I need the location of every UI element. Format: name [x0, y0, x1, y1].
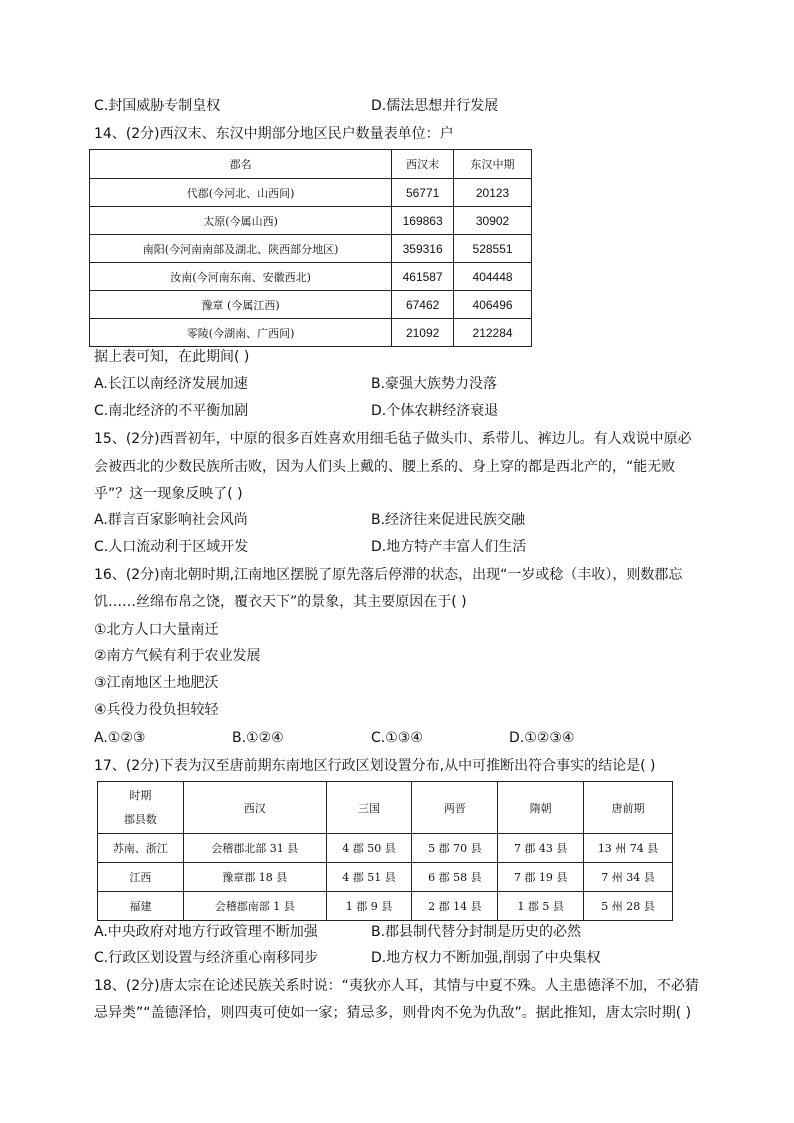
q14-option-d[interactable]: D.个体农耕经济衰退: [371, 403, 499, 419]
q17-cell: 7 郡 19 县: [498, 863, 584, 892]
q15-stem-line3: 乎”？这一现象反映了( ): [94, 486, 243, 502]
q17-cell: 13 州 74 县: [584, 834, 673, 863]
q17-cell: 福建: [98, 892, 184, 921]
q14-cell: 359316: [392, 235, 454, 263]
q17-cell: 5 郡 70 县: [412, 834, 498, 863]
q17-corner-top: 时期: [129, 788, 152, 802]
q16-option-d[interactable]: D.①②③④: [509, 730, 575, 746]
table-row: [98, 863, 673, 892]
table-row: [98, 892, 673, 921]
q14-cell: 528551: [454, 235, 532, 263]
q14-cell: 南阳(今河南南部及湖北、陕西部分地区): [90, 235, 392, 263]
q14-cell: 代郡(今河北、山西间): [90, 179, 392, 207]
q16-item: ①北方人口大量南迁: [94, 622, 219, 638]
q17-cell: 2 郡 14 县: [412, 892, 498, 921]
q15-option-b[interactable]: B.经济往来促进民族交融: [371, 512, 526, 528]
table-row: [98, 834, 673, 863]
q16-stem-line1: 16、(2分)南北朝时期,江南地区摆脱了原先落后停滞的状态，出现“一岁或稔（丰收），则数郡忘: [94, 567, 683, 583]
q14-cell: 212284: [454, 319, 532, 347]
q14-question: 据上表可知，在此期间( ): [94, 349, 250, 365]
q17-cell: 会稽郡北部 31 县: [183, 834, 326, 863]
q15-option-c[interactable]: C.人口流动利于区域开发: [94, 539, 249, 555]
q14-stem: 14、(2分)西汉末、东汉中期部分地区民户数量表单位：户: [94, 126, 454, 142]
q17-header-cell: 唐前期: [584, 782, 673, 834]
q14-option-c[interactable]: C.南北经济的不平衡加剧: [94, 403, 249, 419]
q17-header-cell: 隋朝: [498, 782, 584, 834]
table-row: [90, 235, 532, 263]
table-row: [90, 207, 532, 235]
q17-cell: 江西: [98, 863, 184, 892]
q17-option-c[interactable]: C.行政区划设置与经济重心南移同步: [94, 950, 319, 966]
q14-cell: 零陵(今湖南、广西间): [90, 319, 392, 347]
q14-cell: 太原(今属山西): [90, 207, 392, 235]
q14-option-a[interactable]: A.长江以南经济发展加速: [94, 376, 248, 392]
q17-header-cell: 西汉: [183, 782, 326, 834]
q16-item: ③江南地区土地肥沃: [94, 675, 219, 691]
q15-stem-line1: 15、(2分)西晋初年，中原的很多百姓喜欢用细毛毡子做头巾、系带儿、裤边儿。有人戏说中原必: [94, 431, 692, 447]
q17-cell: 4 郡 50 县: [326, 834, 412, 863]
q18-stem-line2: 忌异类”“盖德泽恰，则四夷可使如一家；猜忌多，则骨肉不免为仇敌”。据此推知，唐太宗时期( ): [94, 1005, 692, 1021]
q14-cell: 404448: [454, 263, 532, 291]
q15-stem-line2: 会被西北的少数民族所击败，因为人们头上戴的、腰上系的、身上穿的都是西北产的，“能无败: [94, 459, 676, 475]
q14-cell: 21092: [392, 319, 454, 347]
q17-option-d[interactable]: D.地方权力不断加强,削弱了中央集权: [371, 950, 601, 966]
q17-corner-bottom: 郡县数: [123, 812, 157, 826]
q14-cell: 67462: [392, 291, 454, 319]
q14-cell: 406496: [454, 291, 532, 319]
q13-option-c[interactable]: C.封国威胁专制皇权: [94, 98, 221, 114]
q17-cell: 7 州 34 县: [584, 863, 673, 892]
q17-option-a[interactable]: A.中央政府对地方行政管理不断加强: [94, 924, 318, 940]
q16-option-a[interactable]: A.①②③: [94, 730, 146, 746]
q17-cell: 5 州 28 县: [584, 892, 673, 921]
q16-option-b[interactable]: B.①②④: [232, 730, 284, 746]
q14-cell: 461587: [392, 263, 454, 291]
q15-option-d[interactable]: D.地方特产丰富人们生活: [371, 539, 527, 555]
q14-option-b[interactable]: B.豪强大族势力没落: [371, 376, 498, 392]
q14-cell: 30902: [454, 207, 532, 235]
q13-option-d[interactable]: D.儒法思想并行发展: [371, 98, 499, 114]
q14-header-cell: 西汉末: [392, 150, 454, 179]
table-row: [90, 291, 532, 319]
q16-option-c[interactable]: C.①③④: [371, 730, 423, 746]
q17-cell: 1 郡 9 县: [326, 892, 412, 921]
q14-header-cell: 郡名: [90, 150, 392, 179]
q18-stem-line1: 18、(2分)唐太宗在论述民族关系时说：“夷狄亦人耳，其情与中夏不殊。人主患德泽不加，不必猜: [94, 978, 699, 994]
q17-stem: 17、(2分)下表为汉至唐前期东南地区行政区划设置分布,从中可推断出符合事实的结论是( ): [94, 758, 656, 774]
q17-cell: 苏南、浙江: [98, 834, 184, 863]
q14-cell: 汝南(今河南东南、安徽西北): [90, 263, 392, 291]
q17-cell: 6 郡 58 县: [412, 863, 498, 892]
q17-cell: 1 郡 5 县: [498, 892, 584, 921]
q17-header-cell: 两晋: [412, 782, 498, 834]
q17-cell: 4 郡 51 县: [326, 863, 412, 892]
q17-cell: 7 郡 43 县: [498, 834, 584, 863]
q17-cell: 豫章郡 18 县: [183, 863, 326, 892]
q17-table: [97, 781, 673, 921]
q14-cell: 56771: [392, 179, 454, 207]
q17-option-b[interactable]: B.郡县制代替分封制是历史的必然: [371, 924, 582, 940]
q14-table: [89, 149, 532, 347]
q16-item: ②南方气候有利于农业发展: [94, 648, 261, 664]
q14-cell: 豫章 (今属江西): [90, 291, 392, 319]
q17-corner-cell: [98, 782, 184, 834]
q15-option-a[interactable]: A.群言百家影响社会风尚: [94, 512, 248, 528]
table-row: [90, 263, 532, 291]
q16-stem-line2: 饥……丝绵布帛之饶，覆衣天下”的景象，其主要原因在于( ): [94, 594, 467, 610]
q17-cell: 会稽郡南部 1 县: [183, 892, 326, 921]
q16-item: ④兵役力役负担较轻: [94, 702, 219, 718]
table-row: [90, 319, 532, 347]
q14-cell: 20123: [454, 179, 532, 207]
table-row: [90, 179, 532, 207]
q14-cell: 169863: [392, 207, 454, 235]
q17-header-cell: 三国: [326, 782, 412, 834]
q14-header-cell: 东汉中期: [454, 150, 532, 179]
